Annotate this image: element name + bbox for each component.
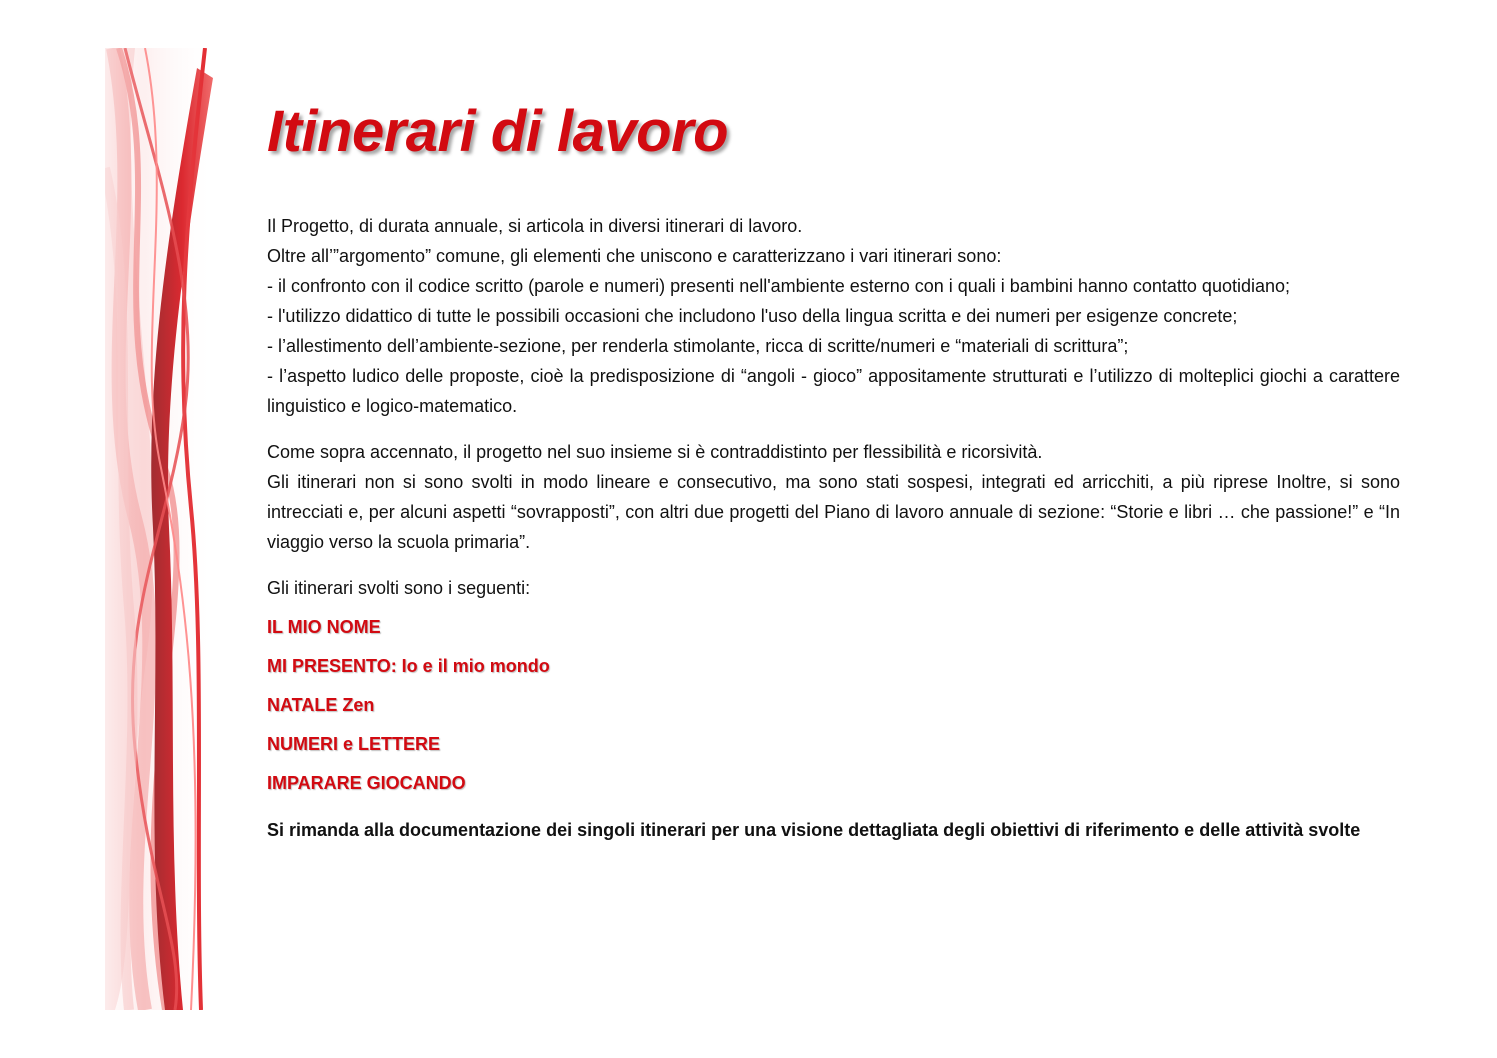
- intro-paragraphs: [267, 211, 1400, 421]
- page-title: Itinerari di lavoro: [267, 99, 729, 164]
- decorative-red-ribbon: [105, 48, 217, 1010]
- list-item: NATALE Zen: [267, 695, 375, 715]
- list-item: IL MIO NOME: [267, 617, 381, 637]
- main-content: [267, 211, 1400, 845]
- intro-bullet: - l’allestimento dell’ambiente-sezione, per renderla stimolante, ricca di scritte/numeri e “materiali di scrittura”;: [267, 336, 1129, 356]
- flexibility-line: Gli itinerari non si sono svolti in modo lineare e consecutivo, ma sono stati sospesi, integrati ed arricchiti, a più riprese Inoltre, si sono intrecciati e, per alcuni aspetti “sovrapposti”, con altri due progetti del Piano di lavoro annuale di sezione: “Storie e libri … che passione!” e “In viaggio verso la scuola primaria”.: [267, 472, 1400, 552]
- flexibility-paragraphs: [267, 437, 1400, 557]
- list-item: MI PRESENTO: Io e il mio mondo: [267, 656, 550, 676]
- list-item: NUMERI e LETTERE: [267, 734, 441, 754]
- closing-note: Si rimanda alla documentazione dei singoli itinerari per una visione dettagliata degli obiettivi di riferimento e delle attività svolte: [267, 820, 1361, 840]
- intro-bullet: - l'utilizzo didattico di tutte le possibili occasioni che includono l'uso della lingua scritta e dei numeri per esigenze concrete;: [267, 306, 1238, 326]
- intro-bullet: - il confronto con il codice scritto (parole e numeri) presenti nell'ambiente esterno con i quali i bambini hanno contatto quotidiano;: [267, 276, 1291, 296]
- list-item: IMPARARE GIOCANDO: [267, 773, 466, 793]
- intro-line: Il Progetto, di durata annuale, si articola in diversi itinerari di lavoro.: [267, 216, 803, 236]
- flexibility-line: Come sopra accennato, il progetto nel suo insieme si è contraddistinto per flessibilità e ricorsività.: [267, 442, 1043, 462]
- list-intro: Gli itinerari svolti sono i seguenti:: [267, 578, 531, 598]
- itinerari-list: [267, 612, 1400, 807]
- intro-line: Oltre all’”argomento” comune, gli elementi che uniscono e caratterizzano i vari itinerari sono:: [267, 246, 1002, 266]
- intro-bullet: - l’aspetto ludico delle proposte, cioè la predisposizione di “angoli - gioco” appositamente strutturati e l’utilizzo di molteplici giochi a carattere linguistico e logico-matematico.: [267, 366, 1400, 416]
